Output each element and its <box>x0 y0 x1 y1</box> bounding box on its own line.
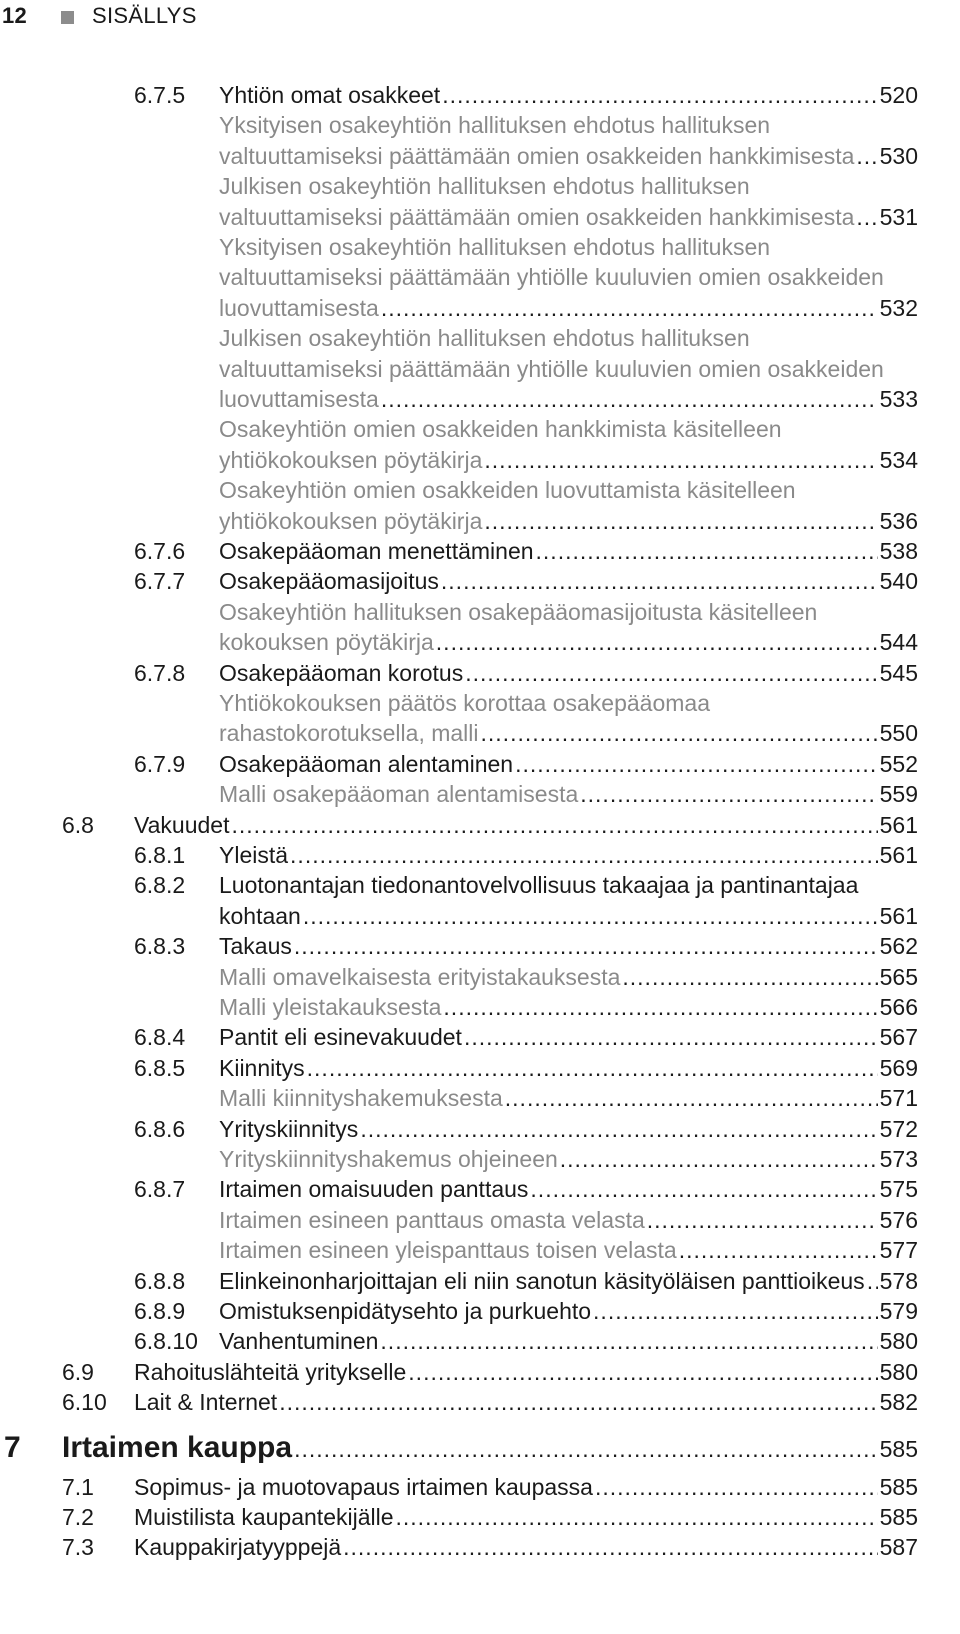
toc-page-number: 545 <box>879 659 918 686</box>
toc-entry-title: Irtaimen esineen yleispanttaus toisen velasta <box>219 1237 677 1264</box>
toc-dot-leader <box>279 1387 877 1418</box>
toc-entry-number: 6.8.4 <box>134 1024 186 1051</box>
toc-dot-leader <box>380 1326 877 1357</box>
toc-entry-number: 7 <box>4 1430 21 1464</box>
toc-entry-title: Osakepääomasijoitus <box>219 568 439 595</box>
toc-page-number: 566 <box>879 994 918 1020</box>
toc-entry-number: 6.8.6 <box>134 1115 186 1142</box>
toc-page-number: 579 <box>879 1298 918 1324</box>
toc-entry-number: 6.8.8 <box>134 1267 186 1294</box>
toc-entry-title: Irtaimen kauppa <box>62 1430 293 1464</box>
toc-entry-title: Kauppakirjatyyppejä <box>134 1534 342 1561</box>
toc-page-number: 561 <box>879 902 918 929</box>
toc-entry-title: rahastokorotuksella, malli <box>219 720 479 747</box>
toc-page-number: 585 <box>879 1504 918 1530</box>
toc-page-number: 552 <box>879 750 918 777</box>
toc-entry-title: luovuttamisesta <box>219 385 379 412</box>
toc-dot-leader <box>580 779 877 810</box>
toc-page-number: 538 <box>879 538 918 564</box>
toc-page-number: 562 <box>879 933 918 960</box>
toc-entry-title: Osakeyhtiön omien osakkeiden hankkimista käsitelleen <box>219 416 782 443</box>
toc-entry-number: 7.2 <box>62 1504 94 1530</box>
toc-page-number: 561 <box>879 842 918 868</box>
toc-entry-title: Pantit eli esinevakuudet <box>219 1024 462 1051</box>
toc-entry-number: 7.1 <box>62 1473 94 1500</box>
toc-entry-number: 6.8.5 <box>134 1054 186 1081</box>
toc-dot-leader <box>536 536 878 567</box>
toc-dot-leader <box>381 293 878 324</box>
toc-dot-leader <box>464 1022 878 1053</box>
toc-entry-title: Yleistä <box>219 842 289 868</box>
toc-entry-title: Rahoituslähteitä yritykselle <box>134 1358 407 1385</box>
toc-dot-leader <box>505 1083 878 1114</box>
toc-entry-number: 6.7.7 <box>134 568 186 595</box>
toc-dot-leader <box>622 962 877 993</box>
toc-entry-title: Muistilista kaupantekijälle <box>134 1504 394 1530</box>
toc-page-number: 576 <box>879 1206 918 1233</box>
toc-page-number: 531 <box>879 203 918 230</box>
toc-page-number: 559 <box>879 781 918 808</box>
toc-page-number: 567 <box>879 1024 918 1051</box>
toc-entry-number: 6.8.7 <box>134 1176 186 1203</box>
toc-dot-leader <box>530 1174 877 1205</box>
toc-dot-leader <box>595 1472 878 1503</box>
toc-entry-title: Sopimus- ja muotovapaus irtaimen kaupassa <box>134 1473 593 1500</box>
toc-page-number: 573 <box>879 1146 918 1172</box>
toc-page-number: 575 <box>879 1176 918 1203</box>
toc-dot-leader <box>436 627 878 658</box>
toc-page-number: 578 <box>879 1267 918 1294</box>
toc-entry-number: 6.8.1 <box>134 842 186 868</box>
toc-page-number: 532 <box>879 294 918 321</box>
toc-page-number: 585 <box>879 1435 918 1462</box>
toc-entry-title: Luotonantajan tiedonantovelvollisuus takaajaa ja pantinantajaa <box>219 872 859 899</box>
toc-dot-leader <box>465 658 877 689</box>
toc-page-number: 534 <box>879 446 918 473</box>
toc-page-number: 580 <box>879 1328 918 1355</box>
toc-entry-title: Yksityisen osakeyhtiön hallituksen ehdotus hallituksen <box>219 112 771 139</box>
toc-dot-leader <box>484 506 877 537</box>
toc-dot-leader <box>647 1205 878 1236</box>
toc-entry-title: valtuuttamiseksi päättämään yhtiölle kuuluvien omien osakkeiden <box>219 264 884 291</box>
toc-dot-leader <box>515 749 878 780</box>
toc-entry-title: Omistuksenpidätysehto ja purkuehto <box>219 1298 592 1324</box>
toc-entry-title: Yrityskiinnitys <box>219 1115 359 1142</box>
toc-page-number: 540 <box>879 568 918 595</box>
toc-dot-leader <box>396 1502 878 1533</box>
toc-dot-leader <box>442 80 877 111</box>
toc-entry-title: Yksityisen osakeyhtiön hallituksen ehdotus hallituksen <box>219 234 771 260</box>
toc-page-number: 572 <box>879 1115 918 1142</box>
toc-entry-number: 6.9 <box>62 1358 94 1385</box>
toc-entry-number: 6.8.2 <box>134 872 186 899</box>
toc-dot-leader <box>290 840 878 871</box>
toc-entry-title: Yhtiön omat osakkeet <box>219 82 441 108</box>
toc-dot-leader <box>360 1114 877 1145</box>
toc-entry-number: 6.8.3 <box>134 933 186 960</box>
toc-entry-title: Irtaimen omaisuuden panttaus <box>219 1176 529 1203</box>
toc-dot-leader <box>441 566 878 597</box>
toc-entry-title: Irtaimen esineen panttaus omasta velasta <box>219 1206 645 1233</box>
toc-dot-leader <box>294 931 878 962</box>
toc-entry-title: Osakepääoman korotus <box>219 659 464 686</box>
toc-entry-number: 6.7.9 <box>134 750 186 777</box>
toc-entry-number: 6.7.8 <box>134 659 186 686</box>
toc-page-number: 530 <box>879 142 918 169</box>
toc-entry-title: Takaus <box>219 933 292 960</box>
toc-entry-title: valtuuttamiseksi päättämään omien osakkeiden hankkimisesta <box>219 142 855 169</box>
toc-entry-number: 6.8.10 <box>134 1328 198 1355</box>
toc-dot-leader <box>856 202 877 233</box>
toc-entry-title: Kiinnitys <box>219 1054 305 1081</box>
toc-entry-number: 7.3 <box>62 1534 94 1561</box>
toc-dot-leader <box>381 384 878 415</box>
toc-dot-leader <box>593 1296 878 1327</box>
toc-entry-number: 6.7.6 <box>134 538 186 564</box>
toc-dot-leader <box>408 1357 877 1388</box>
toc-page-number: 580 <box>879 1358 918 1385</box>
toc-entry-number: 6.10 <box>62 1389 107 1416</box>
toc-entry-title: Vakuudet <box>134 811 230 838</box>
toc-entry-title: valtuuttamiseksi päättämään omien osakkeiden hankkimisesta <box>219 203 855 230</box>
toc-entry-title: kokouksen pöytäkirja <box>219 629 434 656</box>
toc-entry-title: luovuttamisesta <box>219 294 379 321</box>
toc-dot-leader <box>560 1144 878 1175</box>
toc-dot-leader <box>481 718 878 749</box>
toc-entry-title: Yrityskiinnityshakemus ohjeineen <box>219 1146 558 1172</box>
toc-entry-title: Julkisen osakeyhtiön hallituksen ehdotus hallituksen <box>219 325 750 352</box>
toc-entry-title: valtuuttamiseksi päättämään yhtiölle kuuluvien omien osakkeiden <box>219 355 884 382</box>
toc-page-number: 536 <box>879 507 918 534</box>
toc-entry-title: Malli omavelkaisesta erityistakauksesta <box>219 963 621 990</box>
toc-entry-number: 6.8 <box>62 811 94 838</box>
toc-dot-leader <box>867 1266 878 1297</box>
header-title: SISÄLLYS <box>92 3 197 28</box>
toc-entry-title: Yhtiökokouksen päätös korottaa osakepääomaa <box>219 690 710 716</box>
toc-page-number: 587 <box>879 1534 918 1561</box>
toc-entry-title: Julkisen osakeyhtiön hallituksen ehdotus hallituksen <box>219 173 750 200</box>
toc-entry-title: Malli kiinnityshakemuksesta <box>219 1085 503 1112</box>
toc-dot-leader <box>303 901 878 932</box>
toc-entry-title: Malli osakepääoman alentamisesta <box>219 781 579 808</box>
toc-entry-title: Elinkeinonharjoittajan eli niin sanotun käsityöläisen panttioikeus <box>219 1267 865 1294</box>
toc-dot-leader <box>307 1053 878 1084</box>
toc-page-number: 582 <box>879 1389 918 1416</box>
toc-entry-title: kohtaan <box>219 902 301 929</box>
toc-page-number: 561 <box>879 811 918 838</box>
toc-dot-leader <box>679 1235 878 1266</box>
toc-dot-leader <box>856 141 877 172</box>
toc-entry-title: yhtiökokouksen pöytäkirja <box>219 507 483 534</box>
toc-dot-leader <box>484 445 877 476</box>
toc-page-number: 533 <box>879 385 918 412</box>
toc-page-number: 569 <box>879 1054 918 1081</box>
toc-dot-leader <box>443 992 877 1023</box>
toc-entry-title: Osakeyhtiön omien osakkeiden luovuttamista käsitelleen <box>219 477 796 504</box>
toc-dot-leader <box>231 810 877 841</box>
toc-page-number: 550 <box>879 720 918 747</box>
toc-page-number: 585 <box>879 1473 918 1500</box>
page-number: 12 <box>2 3 28 28</box>
toc-entry-title: Osakeyhtiön hallituksen osakepääomasijoitusta käsitelleen <box>219 598 818 625</box>
toc-dot-leader <box>343 1532 877 1563</box>
toc-entry-title: Osakepääoman alentaminen <box>219 750 514 777</box>
toc-page-number: 577 <box>879 1237 918 1264</box>
toc-entry-title: yhtiökokouksen pöytäkirja <box>219 446 483 473</box>
toc-entry-title: Vanhentuminen <box>219 1328 379 1355</box>
toc-page-number: 571 <box>879 1085 918 1112</box>
toc-page-number: 565 <box>879 963 918 990</box>
toc-page-number: 544 <box>879 629 918 656</box>
toc-entry-title: Malli yleistakauksesta <box>219 994 442 1020</box>
toc-entry-title: Lait & Internet <box>134 1389 278 1416</box>
toc-dot-leader <box>294 1429 878 1469</box>
toc-page-number: 520 <box>879 82 918 108</box>
toc-entry-number: 6.8.9 <box>134 1298 186 1324</box>
toc-entry-title: Osakepääoman menettäminen <box>219 538 534 564</box>
toc-entry-number: 6.7.5 <box>134 82 186 108</box>
